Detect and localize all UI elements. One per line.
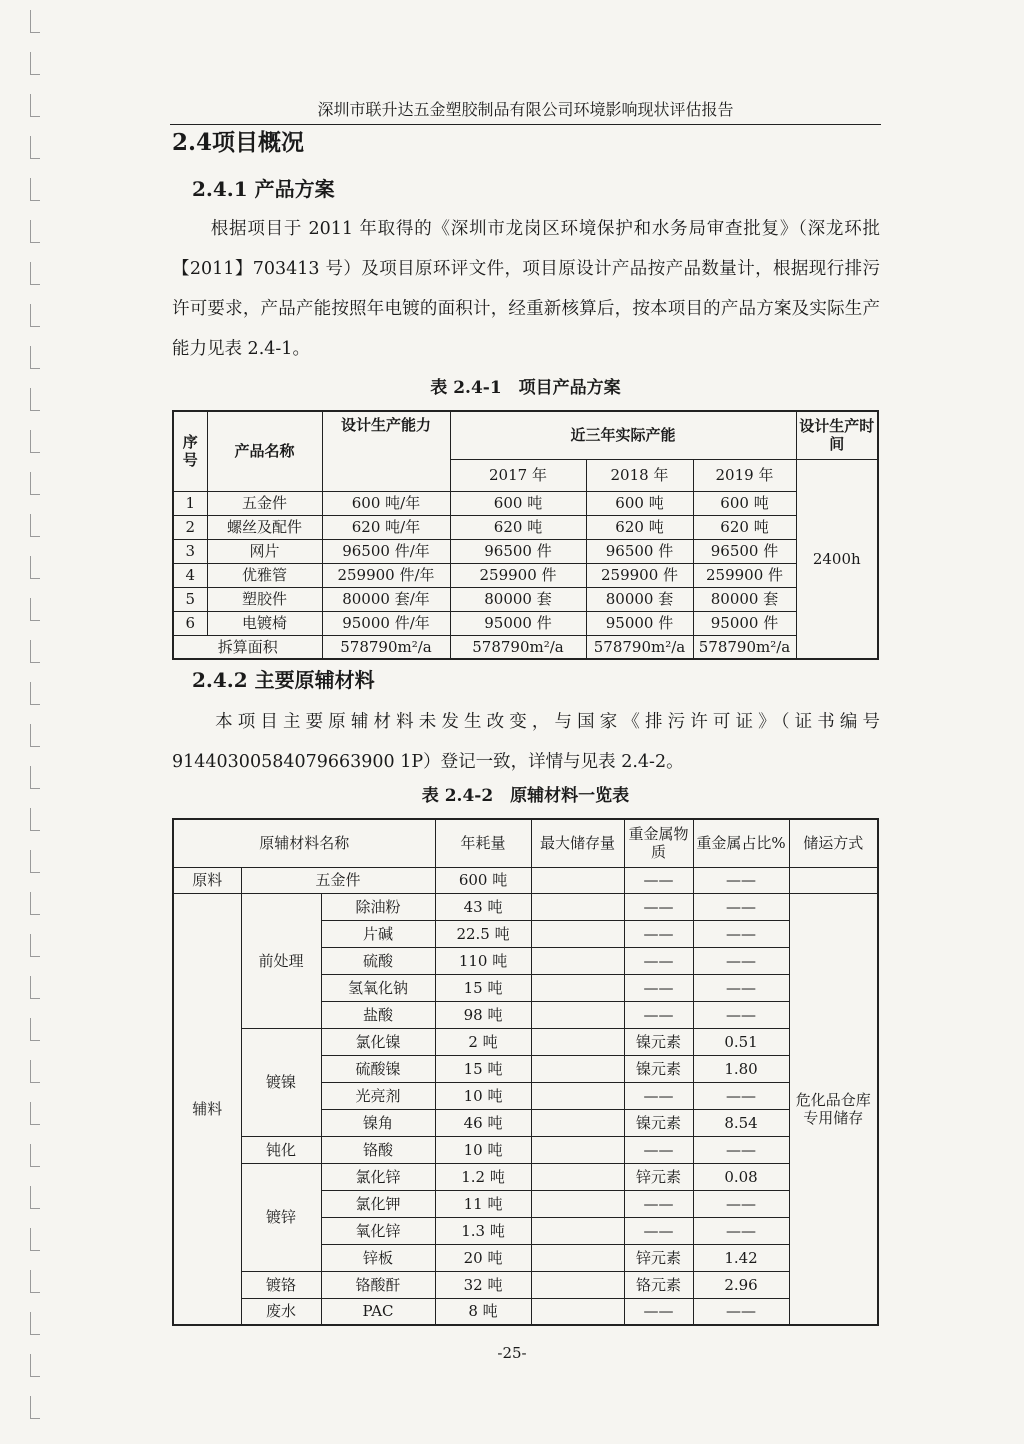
cell-metal: —— [624,947,693,974]
year-header: 2019 年 [693,459,796,491]
cell-storage: 危化品仓库专用储存 [789,893,878,1325]
cell-metal: 镍元素 [624,1109,693,1136]
cell-no: 4 [173,563,207,587]
cell-ratio: 2.96 [693,1271,789,1298]
table-row [173,563,878,587]
cell-metal: —— [624,1190,693,1217]
subsection-title-product: 2.4.1 产品方案 [192,177,335,201]
cell-amount: 11 吨 [435,1190,531,1217]
cell-area-y3: 578790m²/a [693,635,796,659]
cell-ratio: —— [693,920,789,947]
cell-amount: 110 吨 [435,947,531,974]
cell-ratio: —— [693,867,789,893]
subsection-title-materials: 2.4.2 主要原辅材料 [192,668,375,692]
cell-amount: 46 吨 [435,1109,531,1136]
cell-max [531,867,624,893]
cell-group-zinc: 镀锌 [241,1163,321,1271]
paragraph-product-plan: 根据项目于 2011 年取得的《深圳市龙岗区环境保护和水务局审查批复》（深龙环批【2011】703413 号）及项目原环评文件，项目原设计产品按产品数量计，根据现行排污许可要求，产品产能按照年电镀的面积计，经重新核算后，按本项目的产品方案及实际生产能力见表 2.4-1。 [172,219,880,359]
cell-name: 塑胶件 [207,587,322,611]
cell-design: 259900 件/年 [322,563,450,587]
cell-y1: 95000 件 [450,611,586,635]
cell-group-nickel: 镀镍 [241,1028,321,1136]
table-row [173,893,878,920]
cell-metal: —— [624,893,693,920]
table-row [173,539,878,563]
cell-area-y1: 578790m²/a [450,635,586,659]
col-header-design-time: 设计生产时间 [796,411,878,459]
cell-ratio: —— [693,1217,789,1244]
cell-y3: 259900 件 [693,563,796,587]
cell-no: 3 [173,539,207,563]
cell-y1: 96500 件 [450,539,586,563]
cell-amount: 8 吨 [435,1298,531,1325]
cell-item: 光亮剂 [321,1082,435,1109]
cell-area-y2: 578790m²/a [586,635,693,659]
table-caption-product: 表 2.4-1 项目产品方案 [430,378,621,398]
cell-max [531,1082,624,1109]
cell-item: 除油粉 [321,893,435,920]
col-header-max-storage: 最大储存量 [531,819,624,867]
table-row [173,1028,878,1055]
cell-y2: 600 吨 [586,491,693,515]
cell-amount: 600 吨 [435,867,531,893]
col-header-metal-ratio: 重金属占比% [693,819,789,867]
table-row [173,587,878,611]
table-row [173,1163,878,1190]
cell-item: 硫酸 [321,947,435,974]
cell-y2: 95000 件 [586,611,693,635]
table-row [173,611,878,635]
cell-group-passivation: 钝化 [241,1136,321,1163]
cell-item: PAC [321,1298,435,1325]
design-time-cell: 2400h [796,459,878,659]
cell-group-pretreatment: 前处理 [241,893,321,1028]
cell-metal: —— [624,920,693,947]
page-header: 深圳市联升达五金塑胶制品有限公司环境影响现状评估报告 [170,97,881,125]
cell-amount: 10 吨 [435,1136,531,1163]
cell-metal: —— [624,1001,693,1028]
cell-ratio: —— [693,1190,789,1217]
cell-amount: 32 吨 [435,1271,531,1298]
cell-amount: 20 吨 [435,1244,531,1271]
cell-y2: 620 吨 [586,515,693,539]
table-row [173,515,878,539]
cell-item: 氯化锌 [321,1163,435,1190]
cell-amount: 10 吨 [435,1082,531,1109]
cell-item: 铬酸 [321,1136,435,1163]
cell-item: 氯化镍 [321,1028,435,1055]
cell-group-wastewater: 废水 [241,1298,321,1325]
cell-y1: 259900 件 [450,563,586,587]
cell-no: 6 [173,611,207,635]
cell-max [531,974,624,1001]
cell-category-aux: 辅料 [173,893,241,1325]
cell-design: 620 吨/年 [322,515,450,539]
cell-y2: 80000 套 [586,587,693,611]
page-number: -25- [497,1344,527,1362]
cell-ratio: 1.42 [693,1244,789,1271]
year-header: 2017 年 [450,459,586,491]
cell-amount: 1.2 吨 [435,1163,531,1190]
cell-metal: 镍元素 [624,1028,693,1055]
cell-item: 硫酸镍 [321,1055,435,1082]
cell-ratio: 8.54 [693,1109,789,1136]
cell-max [531,1217,624,1244]
cell-max [531,1190,624,1217]
cell-amount: 2 吨 [435,1028,531,1055]
cell-y1: 600 吨 [450,491,586,515]
cell-item: 氧化锌 [321,1217,435,1244]
binding-marks [30,0,40,1444]
col-header-name: 产品名称 [207,411,322,491]
cell-max [531,920,624,947]
cell-no: 5 [173,587,207,611]
cell-item: 锌板 [321,1244,435,1271]
cell-no: 2 [173,515,207,539]
cell-y3: 80000 套 [693,587,796,611]
cell-max [531,1244,624,1271]
cell-metal: —— [624,1217,693,1244]
table-row [173,1298,878,1325]
cell-item: 铬酸酐 [321,1271,435,1298]
cell-item: 五金件 [241,867,435,893]
cell-name: 网片 [207,539,322,563]
cell-design: 95000 件/年 [322,611,450,635]
cell-amount: 22.5 吨 [435,920,531,947]
cell-name: 螺丝及配件 [207,515,322,539]
cell-y3: 620 吨 [693,515,796,539]
cell-item: 氯化钾 [321,1190,435,1217]
cell-ratio: —— [693,893,789,920]
cell-max [531,1163,624,1190]
cell-area-label: 拆算面积 [173,635,322,659]
cell-item: 片碱 [321,920,435,947]
cell-ratio: —— [693,1001,789,1028]
table-row-area [173,635,878,659]
cell-ratio: 1.80 [693,1055,789,1082]
product-plan-table [172,410,879,660]
cell-amount: 1.3 吨 [435,1217,531,1244]
materials-table [172,818,879,1326]
cell-metal: 锌元素 [624,1163,693,1190]
col-header-storage: 储运方式 [789,819,878,867]
cell-y3: 96500 件 [693,539,796,563]
cell-ratio: 0.08 [693,1163,789,1190]
cell-y1: 620 吨 [450,515,586,539]
cell-y3: 95000 件 [693,611,796,635]
year-header: 2018 年 [586,459,693,491]
cell-group-chrome: 镀铬 [241,1271,321,1298]
cell-name: 优雅管 [207,563,322,587]
cell-max [531,1298,624,1325]
paragraph-materials: 本项目主要原辅材料未发生改变，与国家《排污许可证》（证书编号91440300584079663900 1P）登记一致，详情与见表 2.4-2。 [172,712,880,772]
cell-max [531,1001,624,1028]
cell-ratio: —— [693,1298,789,1325]
cell-max [531,1136,624,1163]
cell-max [531,1109,624,1136]
cell-y2: 96500 件 [586,539,693,563]
cell-metal: —— [624,867,693,893]
cell-storage-empty [789,867,878,893]
cell-ratio: —— [693,947,789,974]
cell-amount: 43 吨 [435,893,531,920]
table-row [173,1136,878,1163]
cell-amount: 15 吨 [435,1055,531,1082]
col-header-annual: 年耗量 [435,819,531,867]
table-row [173,491,878,515]
col-header-metal: 重金属物质 [624,819,693,867]
table-row [173,1271,878,1298]
col-header-seq: 序号 [173,411,207,491]
cell-ratio: —— [693,974,789,1001]
cell-name: 五金件 [207,491,322,515]
cell-metal: 镍元素 [624,1055,693,1082]
cell-no: 1 [173,491,207,515]
cell-metal: 锌元素 [624,1244,693,1271]
cell-design: 80000 套/年 [322,587,450,611]
cell-y3: 600 吨 [693,491,796,515]
cell-metal: 铬元素 [624,1271,693,1298]
cell-ratio: —— [693,1082,789,1109]
cell-y1: 80000 套 [450,587,586,611]
cell-ratio: —— [693,1136,789,1163]
cell-max [531,1271,624,1298]
table-row-raw [173,867,878,893]
cell-y2: 259900 件 [586,563,693,587]
cell-item: 氢氧化钠 [321,974,435,1001]
cell-max [531,1028,624,1055]
cell-name: 电镀椅 [207,611,322,635]
cell-metal: —— [624,1136,693,1163]
cell-item: 镍角 [321,1109,435,1136]
col-header-recent: 近三年实际产能 [450,411,796,459]
cell-max [531,893,624,920]
cell-amount: 98 吨 [435,1001,531,1028]
table-caption-materials: 表 2.4-2 原辅材料一览表 [421,786,630,806]
cell-ratio: 0.51 [693,1028,789,1055]
cell-max [531,947,624,974]
cell-item: 盐酸 [321,1001,435,1028]
col-header-material-name: 原辅材料名称 [173,819,435,867]
section-title: 2.4项目概况 [172,129,305,156]
cell-amount: 15 吨 [435,974,531,1001]
cell-max [531,1055,624,1082]
cell-category: 原料 [173,867,241,893]
cell-metal: —— [624,1082,693,1109]
cell-metal: —— [624,1298,693,1325]
cell-metal: —— [624,974,693,1001]
cell-area-design: 578790m²/a [322,635,450,659]
cell-design: 96500 件/年 [322,539,450,563]
cell-design: 600 吨/年 [322,491,450,515]
col-header-design: 设计生产能力 [322,411,450,491]
